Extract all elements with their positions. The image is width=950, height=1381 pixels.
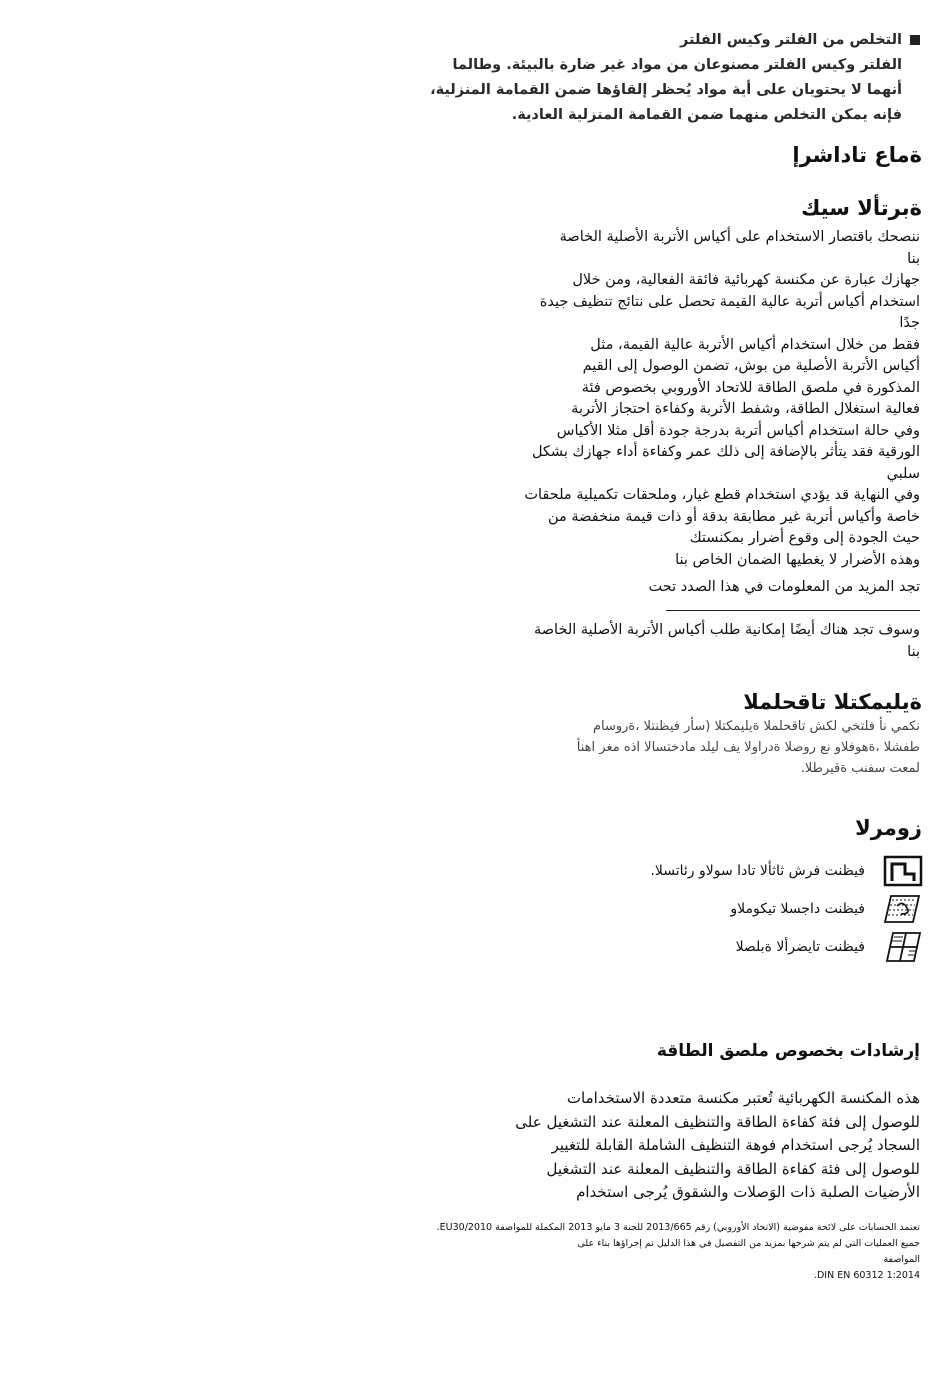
text-line: وفي حالة استخدام أكياس أتربة بدرجة جودة أقل مثلا الأكياس xyxy=(556,422,920,439)
flat-floor-icon xyxy=(883,854,923,888)
disposal-body xyxy=(430,53,920,128)
disposal-title: التخلص من الفلتر وكيس الفلتر xyxy=(680,32,902,48)
text-line: هذه المكنسة الكهربائية تُعتبر مكنسة متعددة الاستخدامات xyxy=(566,1089,920,1107)
energy-label-heading: إرشادات بخصوص ملصق الطاقة xyxy=(656,1041,920,1061)
legend-row-flat xyxy=(543,852,923,890)
text-line: أكياس الأتربة الأصلية من بوش، تضمن الوصول إلى القيم xyxy=(582,358,920,374)
text-line: بنا xyxy=(907,250,920,267)
text-line: جهازك عبارة عن مكنسة كهربائية فائقة الفعالية، ومن خلال xyxy=(572,272,920,288)
hard-floor-icon xyxy=(883,930,923,964)
text-line: وفي النهاية قد يؤدي استخدام قطع غيار، وملحقات تكميلية ملحقات xyxy=(524,487,920,503)
disposal-section xyxy=(430,28,920,128)
footnote-line: جميع العمليات التي لم يتم شرحها بمزيد من التفصيل في هذا الدليل تم إجراؤها بناء على xyxy=(577,1238,920,1249)
general-heading: ةماع تاداشرإ xyxy=(792,143,922,167)
text-line: نكمي نأ فلتخي لكش تاقحلملا ةيليمكتلا (سأر فيظنتلا ،ةروسام xyxy=(592,719,920,734)
text-line: وهذه الأضرار لا يغطيها الضمان الخاص بنا xyxy=(675,551,920,568)
legend-text: فيظنت داجسلا تيكوملاو xyxy=(730,901,865,917)
bullet-icon xyxy=(910,35,920,45)
text-line: وسوف تجد هناك أيضًا إمكانية طلب أكياس الأتربة الأصلية الخاصة xyxy=(533,622,920,638)
order-body xyxy=(534,620,920,663)
dust-bag-body xyxy=(520,227,920,571)
link-underline xyxy=(666,610,920,611)
text-line: سلبي xyxy=(886,465,920,482)
text-line: طفشلا ،ةهوفلاو نع روصلا ةدراولا يف ليلد مادختسالا اذه مغر اهنأ xyxy=(576,740,920,755)
text-line: استخدام أكياس أتربة عالية القيمة تحصل على نتائج تنظيف جيدة xyxy=(539,293,920,310)
disposal-line: الفلتر وكيس الفلتر مصنوعان من مواد غير ضارة بالبيئة. وطالما xyxy=(452,57,902,73)
footnote-line: تعتمد الحسابات على لائحة مفوضية (الاتحاد الأوروبي) رقم 2013/665 للجنة 3 مايو 2013 المكملة للمواصفة EU30/2010. xyxy=(436,1222,920,1233)
text-line: فعالية استغلال الطاقة، وشفط الأتربة وكفاءة احتجاز الأتربة xyxy=(571,401,920,417)
dust-bag-heading: ةبرتألا سيك xyxy=(801,196,922,220)
text-line: خاصة وأكياس أتربة غير مطابقة بدقة أو ذات قيمة منخفضة من xyxy=(547,508,920,525)
energy-label-body xyxy=(515,1087,920,1205)
text-line: المذكورة في ملصق الطاقة للاتحاد الأوروبي بخصوص فئة xyxy=(581,379,920,396)
symbols-legend xyxy=(543,852,923,966)
footnote-line: المواصفة xyxy=(883,1254,920,1265)
text-line: جدًا xyxy=(899,315,920,331)
text-line: للوصول إلى فئة كفاءة الطاقة والتنظيف المعلنة عند التشغيل على xyxy=(515,1112,920,1131)
legend-text: فيظنت فرش ثاثألا تادا سولاو رئاتسلا. xyxy=(650,863,865,879)
accessories-heading: ةيليمكتلا تاقحلملا xyxy=(743,690,922,714)
carpet-icon xyxy=(883,892,923,926)
text-line: ننصحك باقتصار الاستخدام على أكياس الأتربة الأصلية الخاصة xyxy=(559,229,920,245)
disposal-line: أنهما لا يحتويان على أية مواد يُحظر إلقاؤها ضمن القمامة المنزلية، xyxy=(430,82,902,98)
legend-text: فيظنت تايضرألا ةبلصلا xyxy=(735,939,865,955)
symbols-heading: زومرلا xyxy=(855,816,922,840)
text-line: الأرضيات الصلبة ذات الوَصلات والشقوق يُرجى استخدام xyxy=(576,1183,920,1201)
text-line: السجاد يُرجى استخدام فوهة التنظيف الشاملة القابلة للتغيير xyxy=(551,1136,920,1154)
disposal-line: فإنه يمكن التخلص منهما ضمن القمامة المنزلية العادية. xyxy=(511,107,902,123)
footnote-line: DIN EN 60312 1:2014. xyxy=(813,1270,920,1281)
footnotes xyxy=(437,1220,920,1284)
text-line: الورقية فقد يتأثر بالإضافة إلى ذلك عمر وكفاءة أداء جهازك بشكل xyxy=(531,444,920,460)
text-line: فقط من خلال استخدام أكياس الأتربة عالية القيمة، مثل xyxy=(590,336,920,353)
disposal-title-row xyxy=(460,28,920,53)
text-line: للوصول إلى فئة كفاءة الطاقة والتنظيف المعلنة عند التشغيل xyxy=(546,1159,920,1178)
legend-row-carpet xyxy=(543,890,923,928)
text-line: حيث الجودة إلى وقوع أضرار بمكنستك xyxy=(689,530,920,546)
text-line: لمعت سفنب ةقيرطلا. xyxy=(800,761,920,776)
more-info-text: تجد المزيد من المعلومات في هذا الصدد تحت xyxy=(648,579,920,595)
text-line: بنا xyxy=(907,643,920,660)
accessories-body xyxy=(577,716,920,779)
legend-row-hard xyxy=(543,928,923,966)
